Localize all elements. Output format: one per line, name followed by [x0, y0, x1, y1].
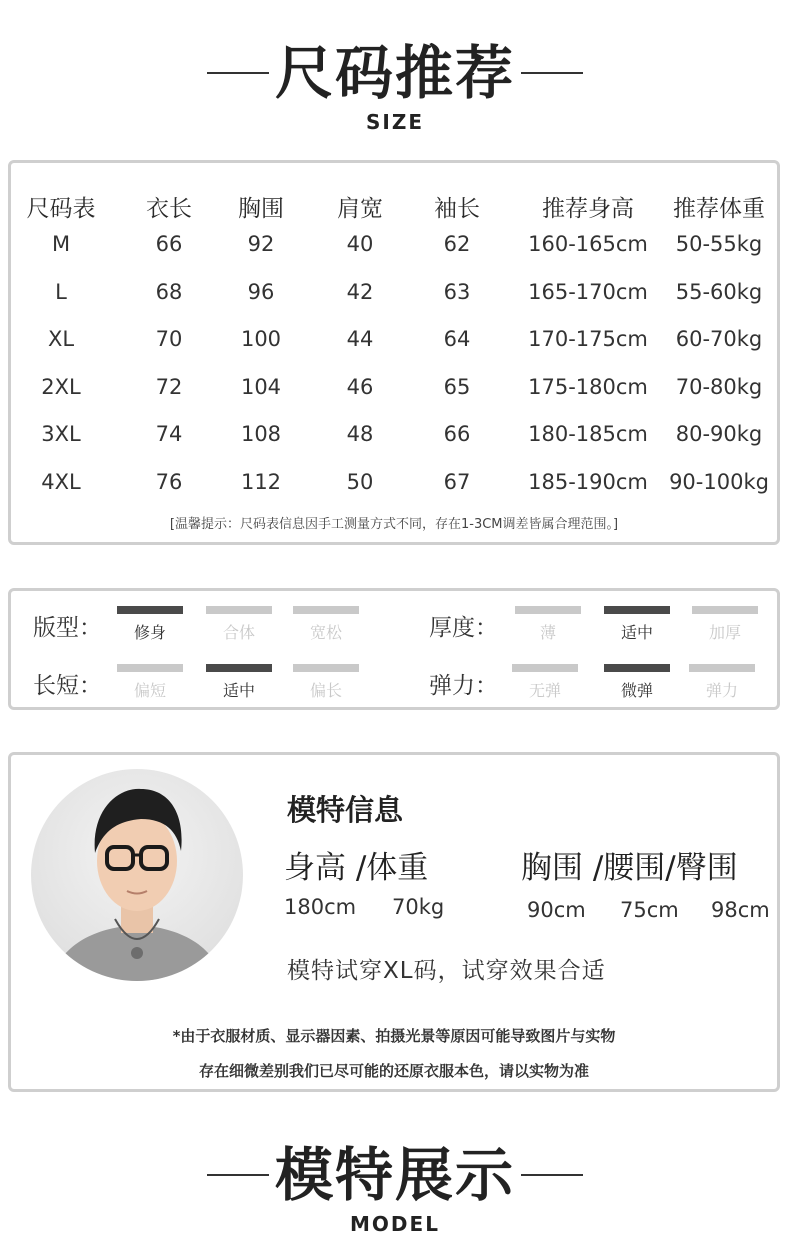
table-cell: 112: [240, 469, 282, 494]
fit-option: [117, 664, 183, 701]
disclaimer-line-2: 存在细微差别我们已尽可能的还原衣服本色，请以实物为准: [198, 1062, 589, 1080]
table-cell: 63: [443, 279, 471, 304]
fit-option: [515, 606, 581, 643]
table-cell: 68: [155, 279, 183, 304]
fit-option: [117, 606, 183, 643]
heading-dash-right: [521, 1174, 583, 1176]
fit-option-bar: [293, 664, 359, 672]
model-waist: 75cm: [620, 898, 679, 922]
table-cell: 62: [443, 232, 471, 256]
fit-option-label: 无弹: [528, 681, 561, 700]
fit-option-bar: [293, 606, 359, 614]
fit-option-bar: [604, 664, 670, 672]
heading-dash-left: [207, 72, 269, 74]
fit-option-label: 偏短: [133, 681, 166, 700]
size-heading-subtitle: SIZE: [365, 110, 424, 134]
fit-option: [206, 664, 272, 701]
column-header: 尺码表: [26, 196, 96, 222]
fit-option-label: 适中: [620, 623, 653, 642]
heading-dash-right: [521, 72, 583, 74]
model-heading: [0, 1140, 790, 1236]
table-cell: 65: [443, 374, 471, 399]
model-portrait-icon: [31, 769, 243, 981]
fit-attribute-label: 弹力：: [429, 673, 498, 699]
model-height: 180cm: [284, 895, 357, 919]
fit-option-label: 薄: [539, 623, 556, 642]
table-cell: 175-180cm: [528, 374, 648, 399]
size-heading-title: 尺码推荐: [274, 39, 515, 107]
fit-option-bar: [692, 606, 758, 614]
fit-option: [293, 664, 359, 701]
table-cell: 48: [346, 422, 374, 446]
table-row: [11, 327, 777, 357]
fit-option-label: 适中: [222, 681, 255, 700]
table-row: [11, 280, 777, 310]
table-cell: 180-185cm: [528, 422, 648, 446]
table-cell: 44: [346, 327, 374, 351]
column-header: 肩宽: [337, 196, 383, 222]
model-fit-note: 模特试穿XL码，试穿效果合适: [287, 958, 606, 984]
fit-option-label: 偏长: [309, 681, 342, 700]
column-header: 推荐体重: [673, 196, 765, 222]
table-cell: 66: [443, 422, 471, 446]
table-cell: L: [55, 279, 67, 304]
disclaimer-line-1: *由于衣服材质、显示器因素、拍摄光景等原因可能导致图片与实物: [172, 1027, 616, 1045]
table-cell: 160-165cm: [528, 232, 648, 256]
table-cell: 108: [240, 422, 282, 446]
model-info-panel: [8, 752, 780, 1092]
fit-option: [604, 606, 670, 643]
table-cell: 92: [247, 232, 275, 256]
table-cell: 64: [443, 327, 471, 351]
table-cell: 46: [346, 374, 374, 399]
table-cell: 42: [346, 279, 374, 304]
table-row: [11, 232, 777, 262]
table-cell: XL: [47, 327, 75, 351]
table-cell: 66: [155, 232, 183, 256]
model-avatar: [31, 769, 243, 981]
fit-option-label: 微弹: [620, 681, 653, 700]
fit-option-bar: [689, 664, 755, 672]
table-cell: 50: [346, 469, 374, 494]
size-table-header: [11, 190, 777, 220]
table-cell: 76: [155, 469, 183, 494]
table-cell: 70: [155, 327, 183, 351]
fit-option-bar: [515, 606, 581, 614]
table-cell: 74: [155, 422, 183, 446]
fit-option-label: 合体: [222, 623, 255, 642]
table-cell: 185-190cm: [528, 469, 648, 494]
table-cell: 2XL: [41, 374, 81, 399]
table-cell: 100: [240, 327, 282, 351]
table-cell: 90-100kg: [669, 469, 769, 494]
fit-attribute-label: 版型：: [33, 615, 102, 641]
model-heading-subtitle: MODEL: [350, 1212, 440, 1236]
fit-attributes-panel: [8, 588, 780, 710]
column-header: 衣长: [146, 196, 192, 222]
size-heading: [0, 38, 790, 134]
model-heading-title: 模特展示: [274, 1141, 515, 1209]
fit-option-bar: [206, 606, 272, 614]
fit-option-bar: [206, 664, 272, 672]
table-cell: 80-90kg: [675, 422, 763, 446]
fit-attribute-label: 长短：: [33, 673, 102, 699]
fit-option-bar: [117, 606, 183, 614]
fit-option-label: 修身: [133, 623, 166, 642]
body-measure-label: 胸围 /腰围/臀围: [521, 850, 738, 886]
height-weight-label: 身高 /体重: [284, 850, 429, 886]
model-weight: 70kg: [392, 895, 445, 919]
table-cell: 96: [247, 279, 275, 304]
table-row: [11, 422, 777, 452]
fit-option: [293, 606, 359, 643]
fit-option: [206, 606, 272, 643]
table-cell: 165-170cm: [528, 279, 648, 304]
fit-option-bar: [117, 664, 183, 672]
fit-option: [512, 664, 578, 701]
table-cell: M: [51, 232, 71, 256]
column-header: 胸围: [238, 196, 284, 222]
table-cell: 67: [443, 469, 471, 494]
fit-option: [692, 606, 758, 643]
fit-option-bar: [604, 606, 670, 614]
table-cell: 3XL: [41, 422, 81, 446]
model-info-title: 模特信息: [287, 793, 404, 827]
table-cell: 104: [240, 374, 282, 399]
size-note: [温馨提示：尺码表信息因手工测量方式不同，存在1-3CM调差皆属合理范围。]: [169, 517, 619, 532]
table-cell: 4XL: [41, 469, 81, 494]
table-cell: 170-175cm: [528, 327, 648, 351]
table-row: [11, 470, 777, 500]
table-cell: 60-70kg: [675, 327, 763, 351]
table-row: [11, 375, 777, 405]
model-chest: 90cm: [527, 898, 586, 922]
fit-option-label: 宽松: [309, 623, 342, 642]
column-header: 推荐身高: [542, 196, 634, 222]
fit-option-label: 弹力: [705, 681, 738, 700]
fit-option-label: 加厚: [708, 623, 741, 642]
heading-dash-left: [207, 1174, 269, 1176]
fit-attribute-label: 厚度：: [429, 615, 498, 641]
fit-option-bar: [512, 664, 578, 672]
model-hip: 98cm: [711, 898, 770, 922]
column-header: 袖长: [434, 196, 480, 222]
size-chart-panel: [8, 160, 780, 545]
table-cell: 40: [346, 232, 374, 256]
fit-option: [689, 664, 755, 701]
table-cell: 72: [155, 374, 183, 399]
table-cell: 50-55kg: [675, 232, 763, 256]
table-cell: 55-60kg: [675, 279, 763, 304]
fit-option: [604, 664, 670, 701]
table-cell: 70-80kg: [675, 374, 763, 399]
